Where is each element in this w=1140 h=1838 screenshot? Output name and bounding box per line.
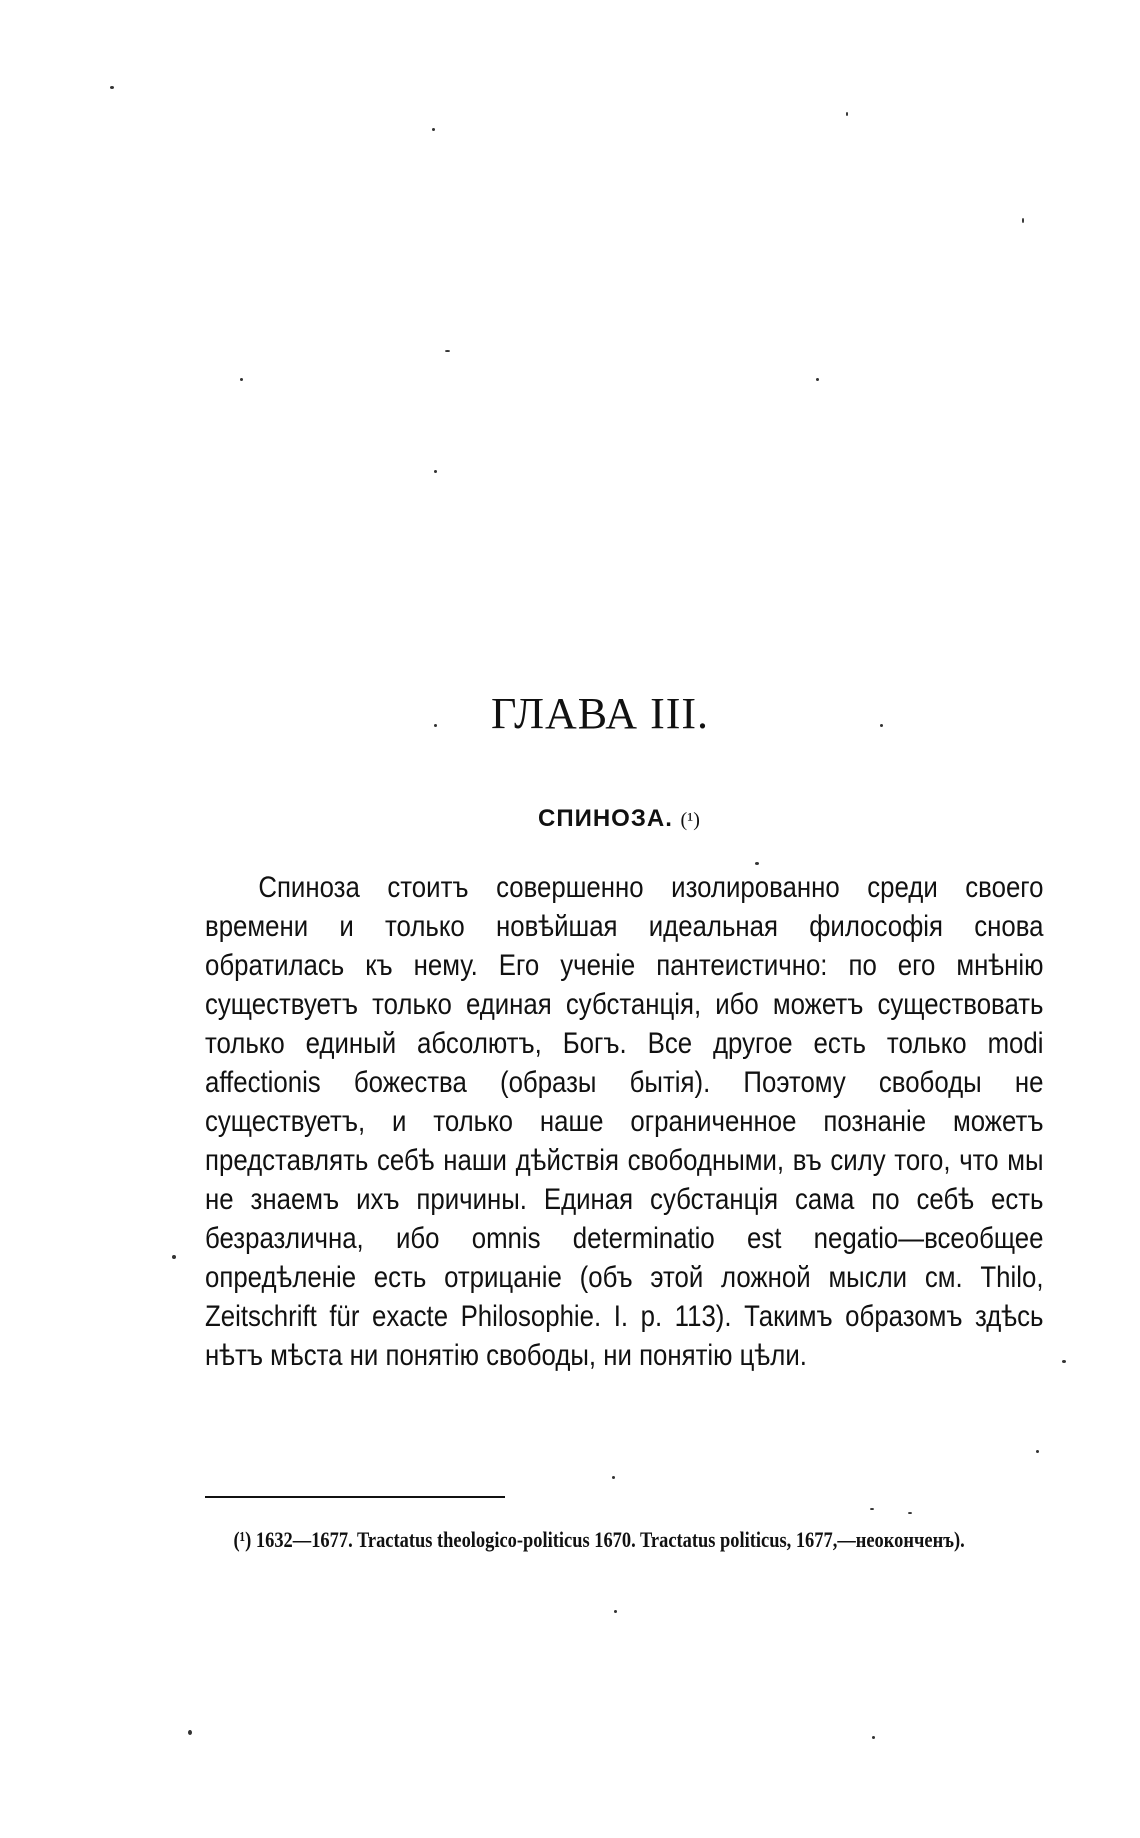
scan-speck [755, 862, 759, 865]
scan-speck [612, 1476, 615, 1479]
scan-speck [880, 724, 883, 727]
footnote-reference: (¹) [680, 809, 700, 831]
scan-speck [908, 1512, 912, 1514]
footnote-divider [205, 1496, 505, 1498]
scan-speck [614, 1610, 617, 1613]
scan-speck [872, 1736, 875, 1739]
chapter-title: ГЛАВА III. [490, 689, 710, 738]
scan-speck [240, 378, 243, 381]
scan-speck [188, 1730, 192, 1735]
scan-speck [445, 350, 450, 352]
scan-speck [1036, 1450, 1039, 1453]
scan-speck [846, 112, 848, 116]
section-heading-text: СПИНОЗА. [538, 805, 673, 832]
scan-speck [1062, 1360, 1066, 1363]
scan-speck [172, 1255, 176, 1259]
scan-speck [816, 378, 819, 381]
body-paragraph: Спиноза стоитъ совершенно изолированно среди своего времени и только новѣйшая идеальная философія снова обратилась къ нему. Его ученіе пантеистично: по его мнѣнію существуетъ только единая субстанція, ибо можетъ существовать только единый абсолютъ, Богъ. Все другое есть только modi affectionis божества (образы бытія). Поэтому свободы не существуетъ, и только наше ограниченное познаніе можетъ представлять себѣ наши дѣйствія свободными, въ силу того, что мы не знаемъ ихъ причины. Единая субстанція сама по себѣ есть безразлична, ибо omnis determinatio est negatio—всеобщее опредѣленіе есть отрицаніе (объ этой ложной мысли см. Thilo, Zeitschrift für exacte Philosophie. I. p. 113). Такимъ образомъ здѣсь нѣтъ мѣста ни понятію свободы, ни понятію цѣли. [205, 871, 1044, 1372]
scan-speck [434, 724, 437, 727]
scan-speck [110, 86, 114, 89]
scan-speck [1022, 218, 1024, 223]
section-heading [538, 805, 700, 833]
footnote: (¹) 1632—1677. Tractatus theologico-politicus 1670. Tractatus politicus, 1677,—неоконченъ). [233, 1527, 965, 1552]
scan-speck [870, 1508, 874, 1510]
scan-speck [432, 128, 435, 131]
scan-speck [434, 470, 437, 473]
